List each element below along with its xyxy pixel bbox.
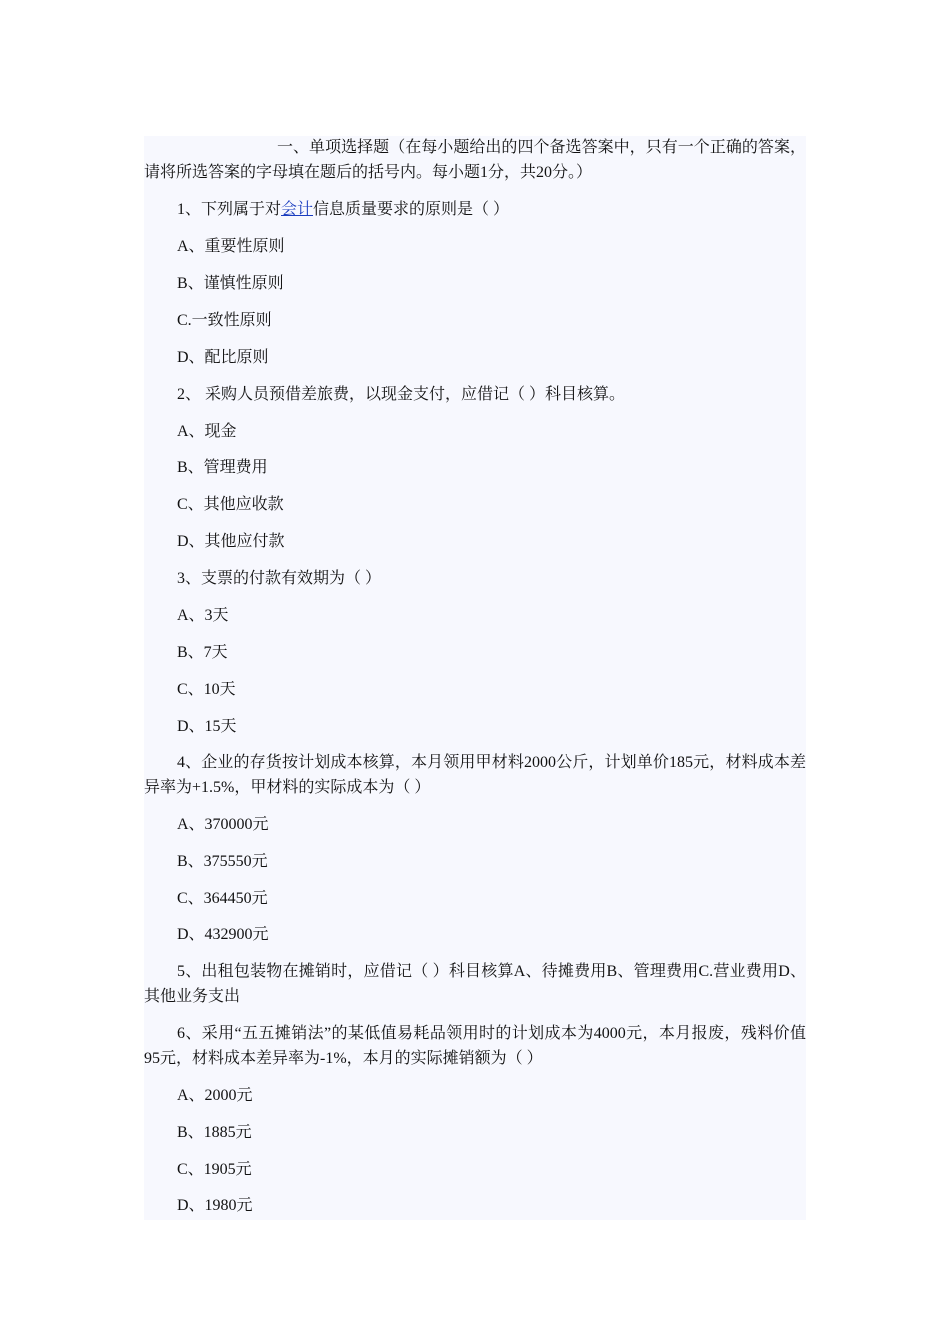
question-6-option-b: B、1885元 — [177, 1124, 252, 1141]
question-1-option-b: B、谨慎性原则 — [177, 275, 284, 292]
question-6-stem: 6、采用“五五摊销法”的某低值易耗品领用时的计划成本为4000元，本月报废，残料价值95元，材料成本差异率为-1%，本月的实际摊销额为（ ） — [144, 1025, 806, 1067]
question-1-stem-before: 1、下列属于对 — [177, 201, 282, 218]
section-heading: 一、单项选择题（在每小题给出的四个备选答案中，只有一个正确的答案，请将所选答案的字母填在题后的括号内。每小题1分，共20分。） — [144, 139, 806, 181]
question-6-option-a: A、2000元 — [177, 1087, 253, 1104]
question-2-option-a: A、现金 — [177, 423, 237, 440]
accounting-link[interactable]: 会计 — [281, 201, 314, 218]
question-2-option-b: B、管理费用 — [177, 459, 268, 476]
question-2-option-d: D、其他应付款 — [177, 533, 285, 550]
document-body — [144, 136, 806, 1220]
question-3-option-a: A、3天 — [177, 607, 229, 624]
question-4-stem: 4、企业的存货按计划成本核算，本月领用甲材料2000公斤，计划单价185元，材料成本差异率为+1.5%，甲材料的实际成本为（ ） — [144, 754, 806, 796]
question-4-option-b: B、375550元 — [177, 853, 268, 870]
question-1-option-c: C.一致性原则 — [177, 312, 272, 329]
question-4-option-a: A、370000元 — [177, 816, 269, 833]
question-2-stem: 2、 采购人员预借差旅费，以现金支付，应借记（ ）科目核算。 — [177, 386, 626, 403]
question-4-option-d: D、432900元 — [177, 926, 269, 943]
question-1-option-d: D、配比原则 — [177, 349, 269, 366]
question-3-stem: 3、支票的付款有效期为（ ） — [177, 570, 382, 587]
question-1-stem-after: 信息质量要求的原则是（ ） — [313, 201, 510, 218]
question-5-stem: 5、出租包装物在摊销时，应借记（ ）科目核算A、待摊费用B、管理费用C.营业费用D、其他业务支出 — [144, 963, 806, 1005]
question-2-option-c: C、其他应收款 — [177, 496, 284, 513]
question-3-option-c: C、10天 — [177, 681, 236, 698]
question-1-stem — [144, 198, 509, 223]
question-6-option-c: C、1905元 — [177, 1161, 252, 1178]
question-1-option-a: A、重要性原则 — [177, 238, 285, 255]
question-3-option-b: B、7天 — [177, 644, 228, 661]
question-3-option-d: D、15天 — [177, 718, 237, 735]
question-6-option-d: D、1980元 — [177, 1197, 253, 1214]
question-4-option-c: C、364450元 — [177, 890, 268, 907]
